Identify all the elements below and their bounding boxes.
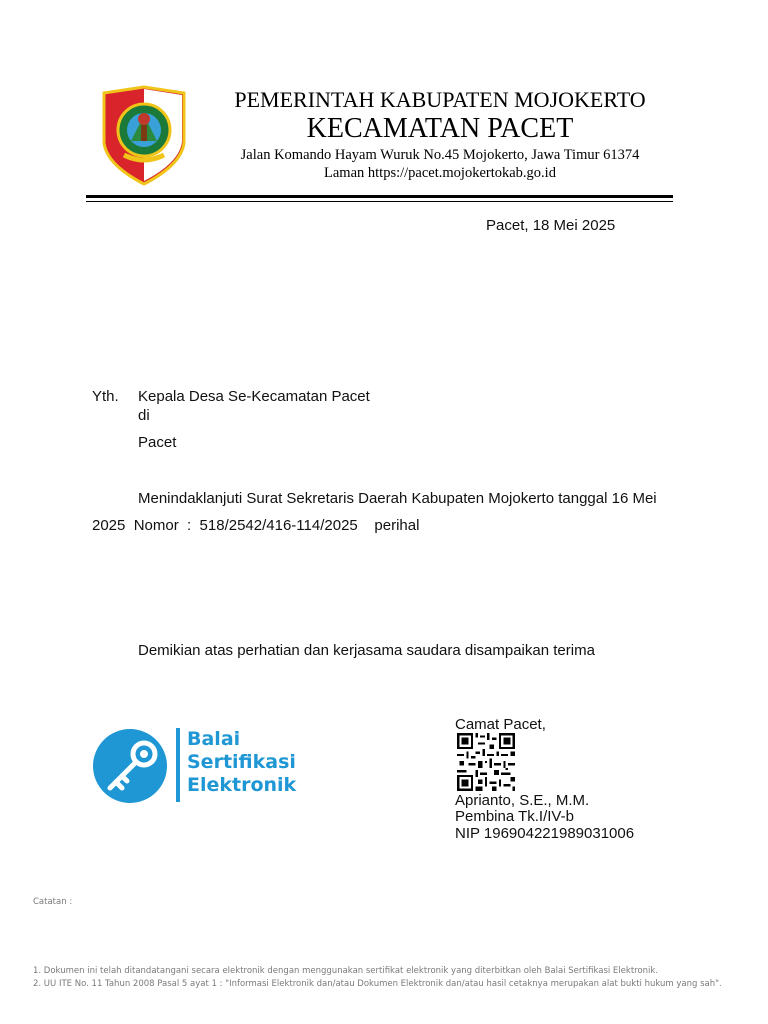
letterhead-divider-thin [86,201,673,202]
signatory-title: Camat Pacet, [455,716,546,733]
signatory-nip: NIP 196904221989031006 [455,825,635,842]
letterhead-website: Laman https://pacet.mojokertokab.go.id [324,165,556,181]
address-di: di [138,407,150,424]
footer-catatan-label: Catatan : [33,897,73,907]
bse-line1: Balai [187,728,241,750]
bse-line2: Sertifikasi [187,751,296,773]
letterhead-office: KECAMATAN PACET [306,113,574,144]
qr-code-icon [456,733,516,791]
bse-line3: Elektronik [187,774,297,796]
bse-divider [176,728,180,802]
body-paragraph-line1: Menindaklanjuti Surat Sekretaris Daerah Kabupaten Mojokerto tanggal 16 Mei [138,490,657,507]
address-recipient: Kepala Desa Se-Kecamatan Pacet [138,388,370,405]
signatory-name: Aprianto, S.E., M.M. [455,792,590,809]
letterhead-address: Jalan Komando Hayam Wuruk No.45 Mojokerto, Jawa Timur 61374 [240,147,640,163]
letterhead-government: PEMERINTAH KABUPATEN MOJOKERTO [234,87,646,112]
bse-logo [92,726,312,806]
signatory-rank: Pembina Tk.I/IV-b [455,808,574,825]
address-prefix: Yth. [92,388,119,405]
address-place: Pacet [138,434,177,451]
body-closing: Demikian atas perhatian dan kerjasama saudara disampaikan terima [138,642,595,659]
coat-of-arms-icon [101,85,187,186]
bse-key-logo-icon [92,726,172,806]
letter-date: Pacet, 18 Mei 2025 [486,217,616,234]
footer-note-1: 1. Dokumen ini telah ditandatangani secara elektronik dengan menggunakan sertifikat elektronik yang diterbitkan oleh Balai Sertifikasi Elektronik. [33,966,659,976]
body-paragraph-line2: 2025 Nomor : 518/2542/416-114/2025 perihal [92,517,420,534]
letterhead-divider-thick [86,195,673,198]
footer-note-2: 2. UU ITE No. 11 Tahun 2008 Pasal 5 ayat 1 : "Informasi Elektronik dan/atau Dokumen Elektronik dan/atau hasil cetaknya merupakan alat bukti hukum yang sah". [33,979,722,989]
